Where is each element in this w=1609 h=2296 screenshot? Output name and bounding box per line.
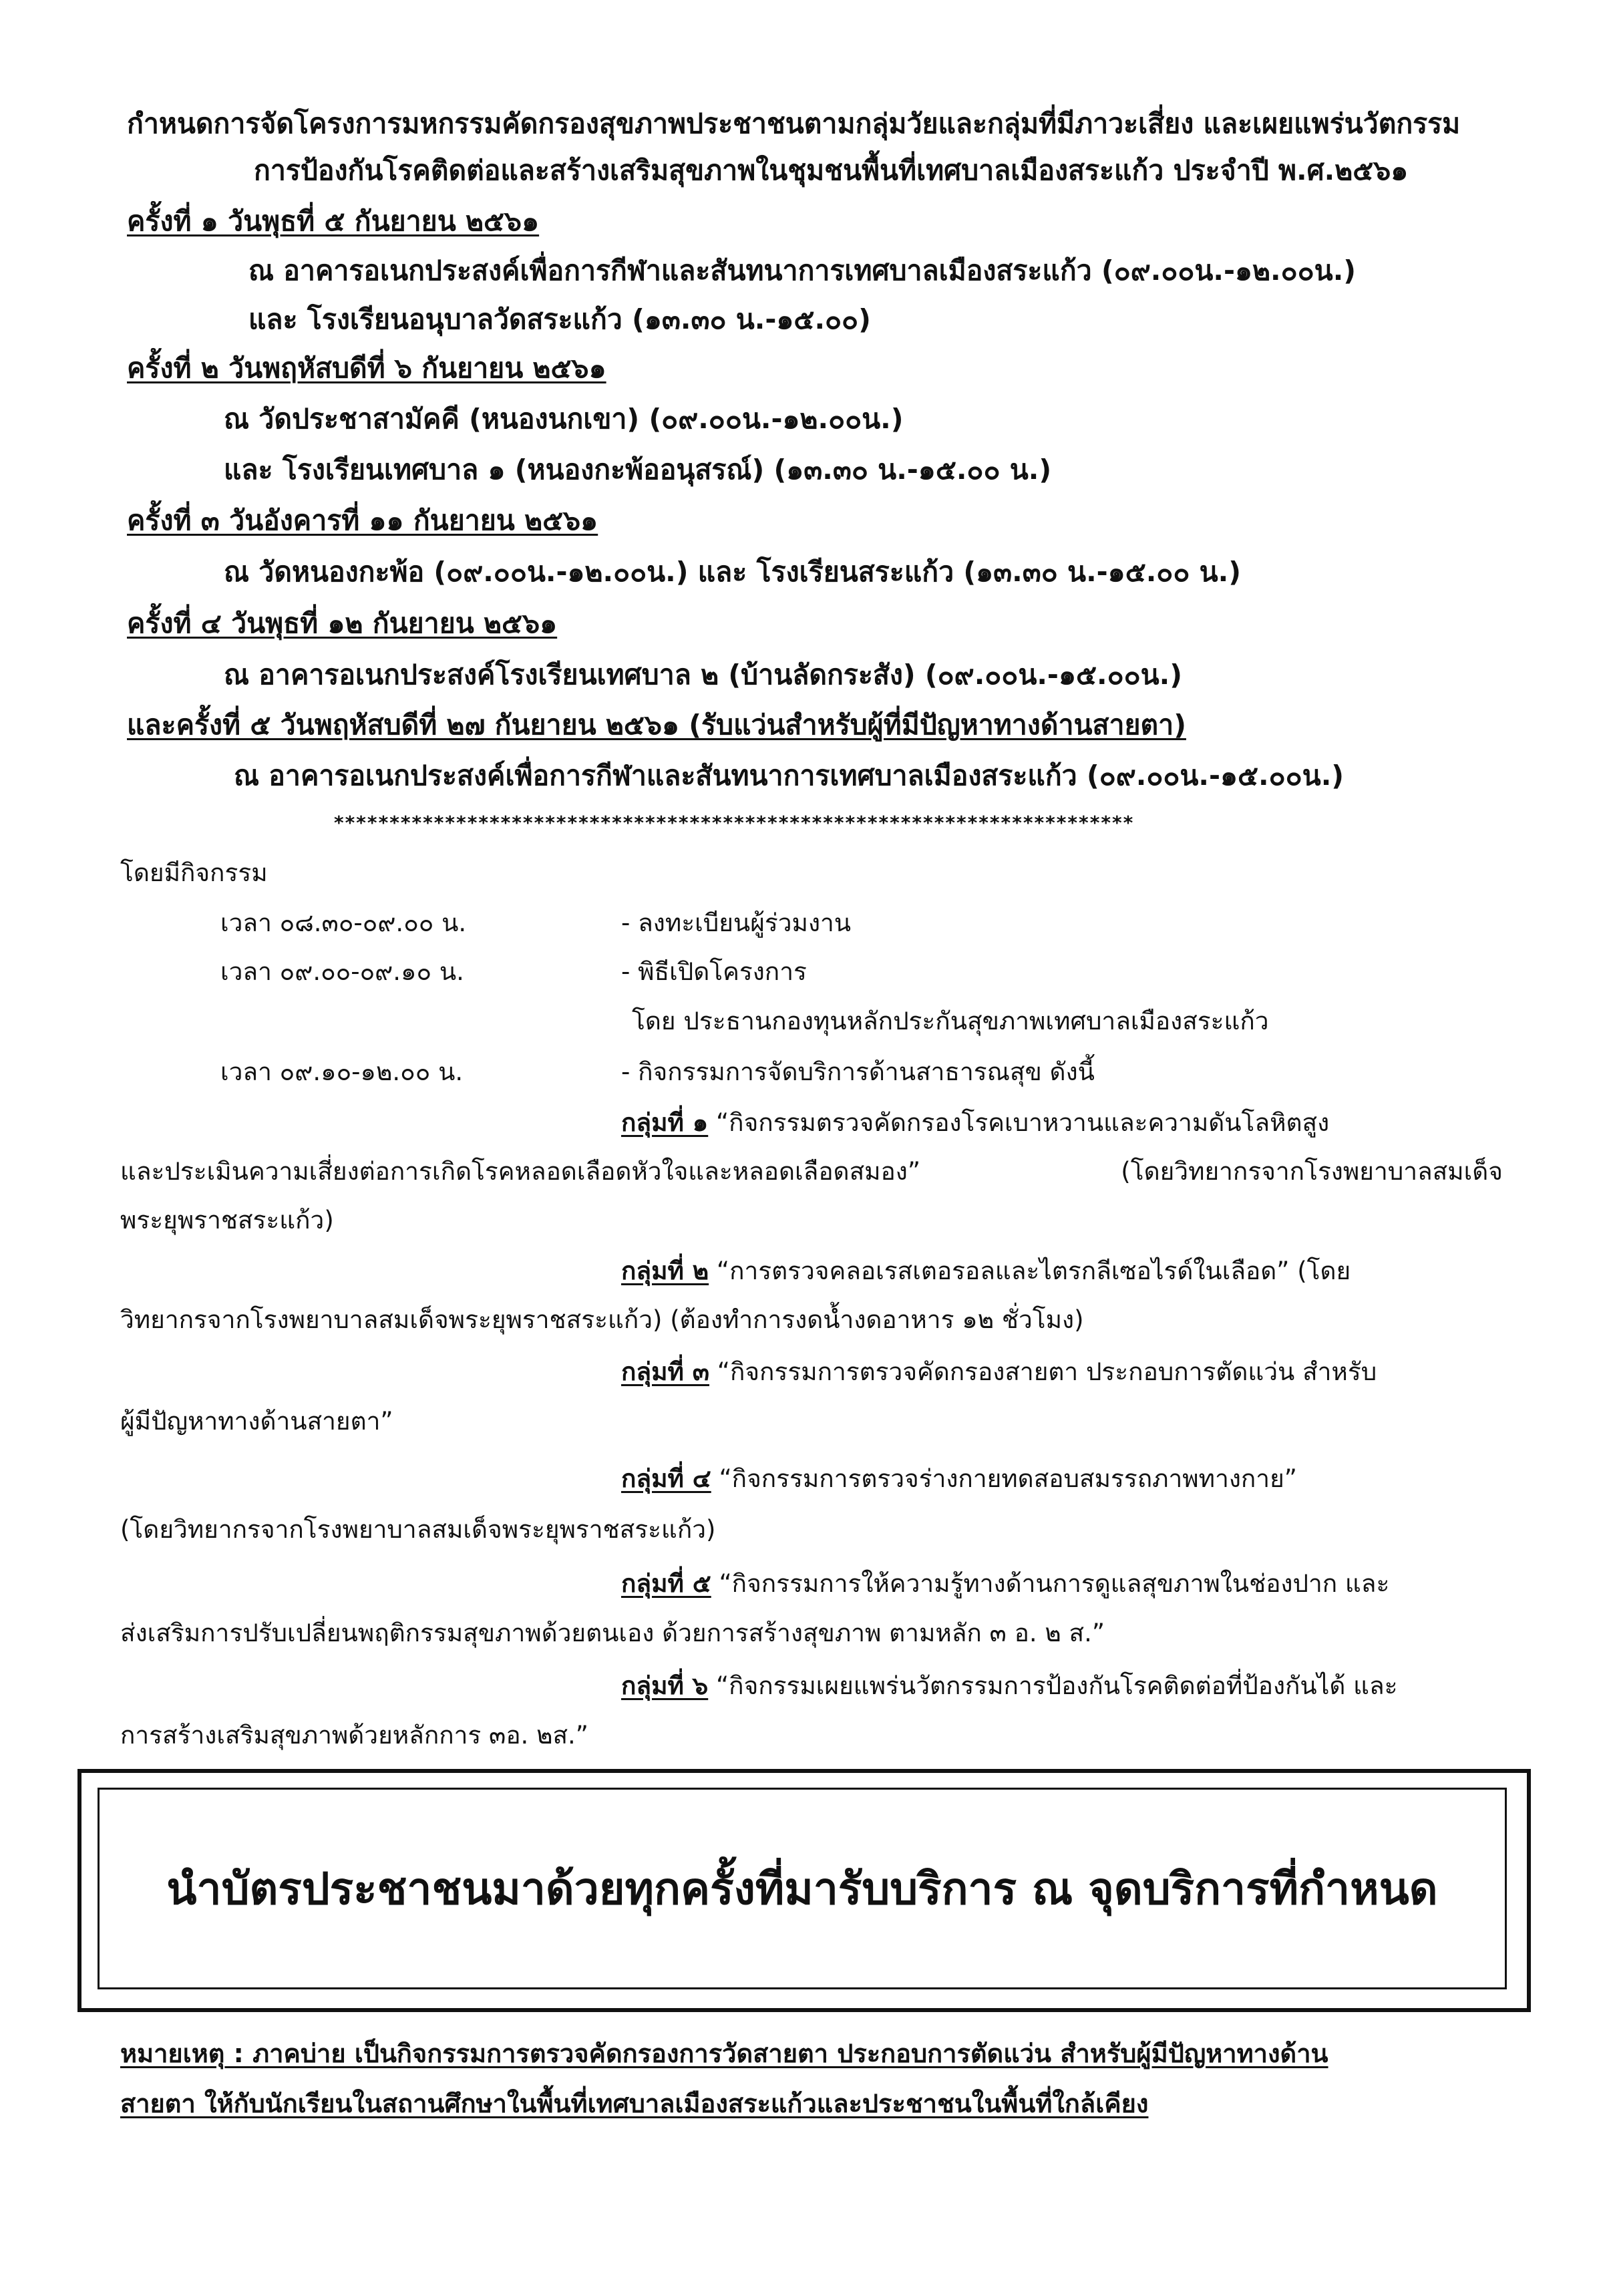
group-1-cont-1: และประเมินความเสี่ยงต่อการเกิดโรคหลอดเลือดหัวใจและหลอดเลือดสมอง” (โดยวิทยากรจากโรงพยาบาลสมเด็จ [120,1157,1503,1186]
group-3-text: “กิจกรรมการตรวจคัดกรองสายตา ประกอบการตัดแว่น สำหรับ [717,1357,1377,1386]
session-2-line-2: และ โรงเรียนเทศบาล ๑ (หนองกะพ้ออนุสรณ์) (๑๓.๓๐ น.-๑๕.๐๐ น.) [224,454,1052,486]
group-2-cont-1: วิทยากรจากโรงพยาบาลสมเด็จพระยุพราชสระแก้ว) (ต้องทำการงดน้ำงดอาหาร ๑๒ ชั่วโมง) [120,1305,1084,1334]
schedule-time-1: เวลา ๐๘.๓๐-๐๙.๐๐ น. [220,909,467,937]
remark-text-1: : ภาคบ่าย เป็นกิจกรรมการตรวจคัดกรองการวัดสายตา ประกอบการตัดแว่น สำหรับผู้มีปัญหาทางด้าน [224,2039,1328,2068]
session-4-line-1: ณ อาคารอเนกประสงค์โรงเรียนเทศบาล ๒ (บ้านลัดกระสัง) (๐๙.๐๐น.-๑๕.๐๐น.) [224,659,1182,691]
group-3-cont-1: ผู้มีปัญหาทางด้านสายตา” [120,1407,393,1436]
session-4-heading: ครั้งที่ ๔ วันพุธที่ ๑๒ กันยายน ๒๕๖๑ [127,607,558,639]
session-2-heading: ครั้งที่ ๒ วันพฤหัสบดีที่ ๖ กันยายน ๒๕๖๑ [127,352,606,384]
group-4-first [621,1465,1297,1494]
group-2-label: กลุ่มที่ ๒ [621,1257,709,1285]
remark-line-1 [120,2039,1328,2069]
group-3-first [621,1358,1377,1387]
group-4-label: กลุ่มที่ ๔ [621,1464,711,1493]
group-5-cont-1: ส่งเสริมการปรับเปลี่ยนพฤติกรรมสุขภาพด้วยตนเอง ด้วยการสร้างสุขภาพ ตามหลัก ๓ อ. ๒ ส.” [120,1619,1105,1647]
activities-intro: โดยมีกิจกรรม [120,858,268,887]
group-6-text: “กิจกรรมเผยแพร่นวัตกรรมการป้องกันโรคติดต่อที่ป้องกันได้ และ [716,1671,1398,1700]
remark-text-2: สายตา ให้กับนักเรียนในสถานศึกษาในพื้นที่เทศบาลเมืองสระแก้วและประชาชนในพื้นที่ใกล้เคียง [120,2089,1149,2118]
group-3-label: กลุ่มที่ ๓ [621,1357,710,1386]
group-5-text: “กิจกรรมการให้ความรู้ทางด้านการดูแลสุขภาพในช่องปาก และ [719,1569,1390,1598]
notice-text: นำบัตรประชาชนมาด้วยทุกครั้งที่มารับบริการ ณ จุดบริการที่กำหนด [166,1862,1438,1915]
notice-box [98,1788,1507,1989]
schedule-time-2: เวลา ๐๙.๐๐-๐๙.๑๐ น. [220,957,464,986]
group-6-label: กลุ่มที่ ๖ [621,1671,709,1700]
group-6-first [621,1672,1398,1701]
group-6-cont-1: การสร้างเสริมสุขภาพด้วยหลักการ ๓อ. ๒ส.” [120,1721,588,1750]
schedule-desc-4: - กิจกรรมการจัดบริการด้านสาธารณสุข ดังนี้ [621,1057,1095,1086]
session-1-line-2: และ โรงเรียนอนุบาลวัดสระแก้ว (๑๓.๓๐ น.-๑๕.๐๐) [248,303,871,335]
session-5-line-1: ณ อาคารอเนกประสงค์เพื่อการกีฬาและสันทนาการเทศบาลเมืองสระแก้ว (๐๙.๐๐น.-๑๕.๐๐น.) [234,760,1345,792]
schedule-desc-2: - พิธีเปิดโครงการ [621,957,807,986]
group-5-first [621,1570,1389,1599]
session-3-line-1: ณ วัดหนองกะพ้อ (๐๙.๐๐น.-๑๒.๐๐น.) และ โรงเรียนสระแก้ว (๑๓.๓๐ น.-๑๕.๐๐ น.) [224,556,1241,588]
remark-line-2 [120,2090,1148,2119]
group-5-label: กลุ่มที่ ๕ [621,1569,711,1598]
group-1-cont-2: พระยุพราชสระแก้ว) [120,1206,334,1235]
remark-label: หมายเหตุ [120,2039,225,2068]
schedule-desc-1: - ลงทะเบียนผู้ร่วมงาน [621,909,852,937]
schedule-time-4: เวลา ๐๙.๑๐-๑๒.๐๐ น. [220,1057,464,1086]
group-1-label: กลุ่มที่ ๑ [621,1108,709,1137]
group-1-text: “กิจกรรมตรวจคัดกรองโรคเบาหวานและความดันโลหิตสูง [716,1108,1330,1137]
session-5-heading: และครั้งที่ ๕ วันพฤหัสบดีที่ ๒๗ กันยายน ๒๕๖๑ (รับแว่นสำหรับผู้ที่มีปัญหาทางด้านสายตา) [127,709,1186,741]
group-1-first [621,1109,1329,1138]
schedule-desc-3: โดย ประธานกองทุนหลักประกันสุขภาพเทศบาลเมืองสระแก้ว [632,1007,1269,1035]
session-3-heading: ครั้งที่ ๓ วันอังคารที่ ๑๑ กันยายน ๒๕๖๑ [127,504,598,536]
session-1-heading: ครั้งที่ ๑ วันพุธที่ ๕ กันยายน ๒๕๖๑ [127,205,540,237]
session-2-line-1: ณ วัดประชาสามัคคี (หนองนกเขา) (๐๙.๐๐น.-๑๒.๐๐น.) [224,403,904,435]
title-line-2: การป้องกันโรคติดต่อและสร้างเสริมสุขภาพในชุมชนพื้นที่เทศบาลเมืองสระแก้ว ประจำปี พ.ศ.๒๕๖๑ [254,154,1409,186]
group-2-text: “การตรวจคลอเรสเตอรอลและไตรกลีเซอไรด์ในเลือด” (โดย [716,1257,1351,1285]
group-4-cont-1: (โดยวิทยากรจากโรงพยาบาลสมเด็จพระยุพราชสระแก้ว) [120,1515,716,1544]
title-line-1: กำหนดการจัดโครงการมหกรรมคัดกรองสุขภาพประชาชนตามกลุ่มวัยและกลุ่มที่มีภาวะเสี่ยง และเผยแพร่นวัตกรรม [127,108,1461,140]
group-2-first [621,1257,1351,1286]
group-4-text: “กิจกรรมการตรวจร่างกายทดสอบสมรรถภาพทางกาย” [719,1464,1297,1493]
session-1-line-1: ณ อาคารอเนกประสงค์เพื่อการกีฬาและสันทนาการเทศบาลเมืองสระแก้ว (๐๙.๐๐น.-๑๒.๐๐น.) [248,255,1357,287]
separator-stars: ************************************************************************ [334,812,1135,834]
